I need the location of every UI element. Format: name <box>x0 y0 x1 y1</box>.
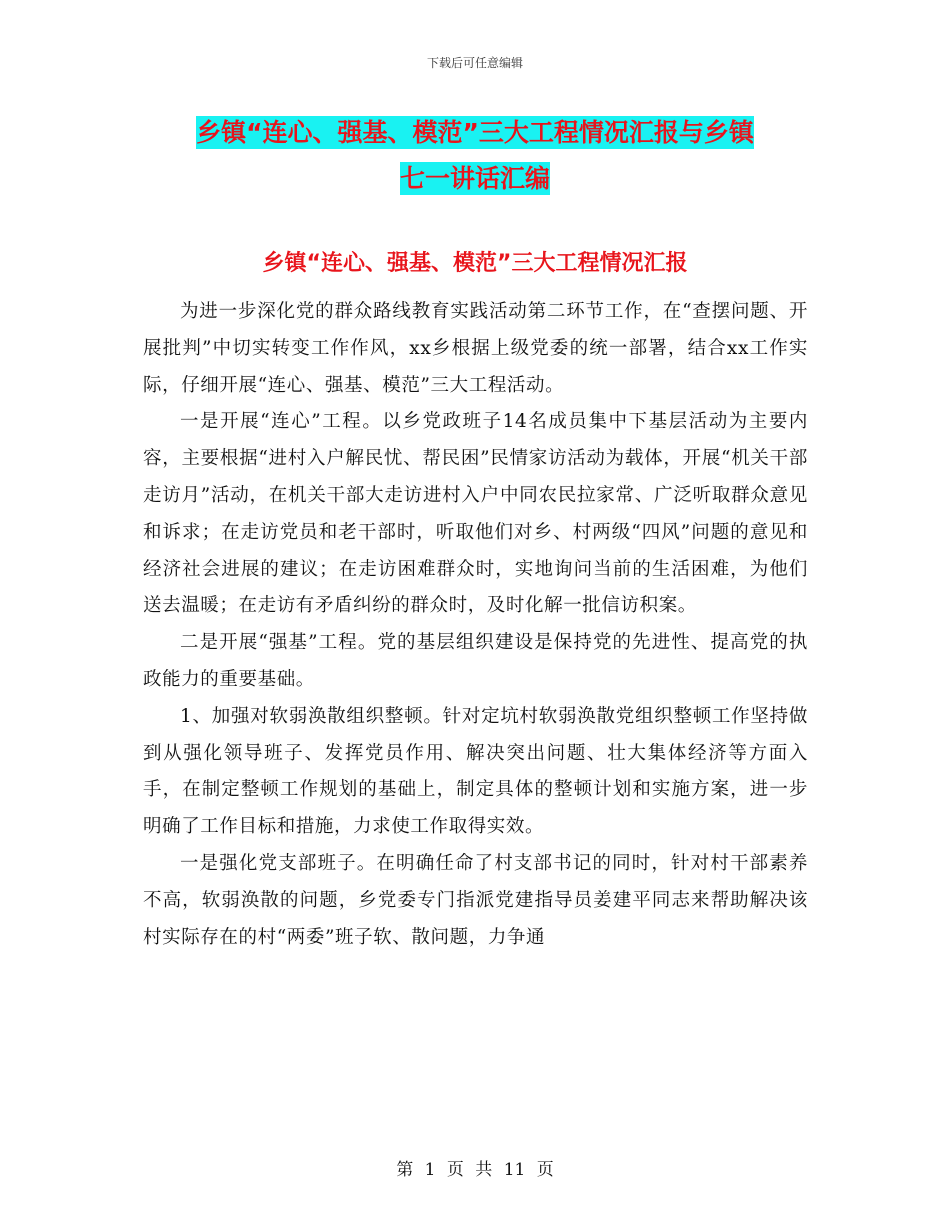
document-title <box>0 110 950 202</box>
paragraph: 一是强化党支部班子。在明确任命了村支部书记的同时，针对村干部素养不高，软弱涣散的问题，乡党委专门指派党建指导员姜建平同志来帮助解决该村实际存在的村“两委”班子软、散问题，力争通 <box>143 852 808 948</box>
body-text <box>143 294 808 956</box>
document-title-line-1: 乡镇“连心、强基、模范”三大工程情况汇报与乡镇 <box>196 118 754 147</box>
paragraph: 为进一步深化党的群众路线教育实践活动第二环节工作，在“查摆问题、开展批判”中切实转变工作作风，xx乡根据上级党委的统一部署，结合xx工作实际，仔细开展“连心、强基、模范”三大工程活动。 <box>143 301 808 396</box>
section-title: 乡镇“连心、强基、模范”三大工程情况汇报 <box>262 251 688 276</box>
paragraph: 二是开展“强基”工程。党的基层组织建设是保持党的先进性、提高党的执政能力的重要基础。 <box>143 632 808 690</box>
paragraph: 一是开展“连心”工程。以乡党政班子14名成员集中下基层活动为主要内容，主要根据“进村入户解民忧、帮民困”民情家访活动为载体，开展“机关干部走访月”活动，在机关干部大走访进村入户中同农民拉家常、广泛听取群众意见和诉求；在走访党员和老干部时，听取他们对乡、村两级“四风”问题的意见和经济社会进展的建议；在走访困难群众时，实地询问当前的生活困难，为他们送去温暖；在走访有矛盾纠纷的群众时，及时化解一批信访积案。 <box>143 411 808 617</box>
header-note: 下载后可任意编辑 <box>426 56 523 70</box>
page-footer: 第 1 页 共 11 页 <box>396 1160 554 1180</box>
document-title-line-2: 七一讲话汇编 <box>399 164 550 193</box>
paragraph: 1、加强对软弱涣散组织整顿。针对定坑村软弱涣散党组织整顿工作坚持做到从强化领导班子、发挥党员作用、解决突出问题、壮大集体经济等方面入手，在制定整顿工作规划的基础上，制定具体的整顿计划和实施方案，进一步明确了工作目标和措施，力求使工作取得实效。 <box>143 705 808 838</box>
